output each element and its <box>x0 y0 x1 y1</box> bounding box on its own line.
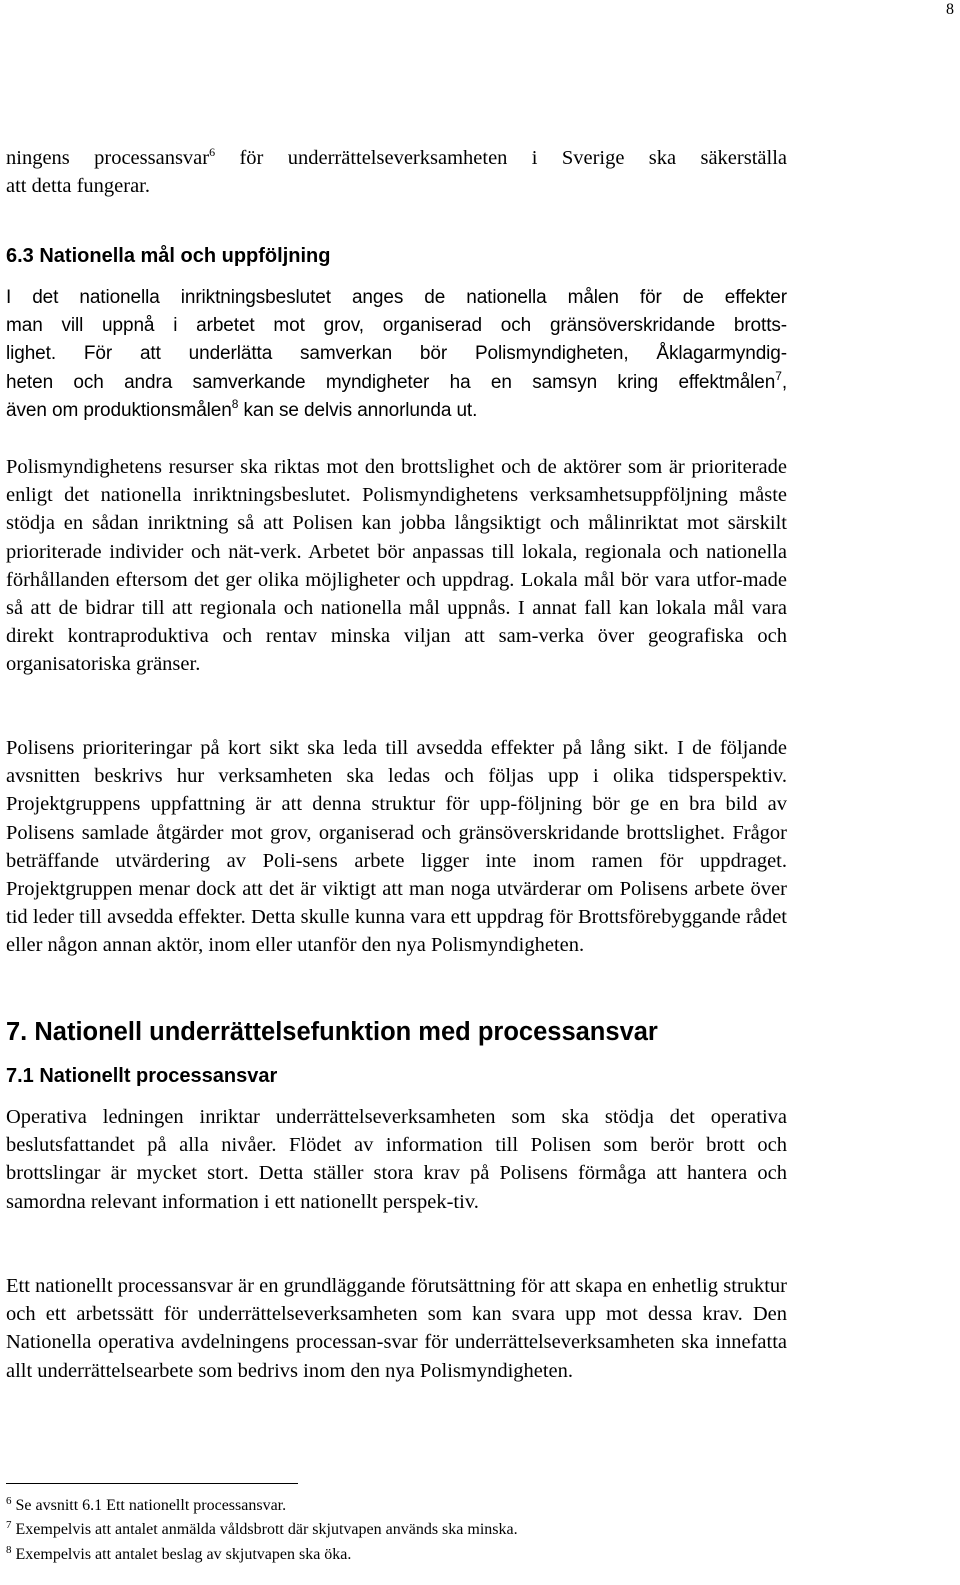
page-number: 8 <box>946 1 954 18</box>
paragraph-text: heten och andra samverkande myndigheter ha en samsyn kring effektmålen <box>6 371 776 393</box>
footnote-7 <box>6 1520 518 1540</box>
section-6-3-heading: 6.3 Nationella mål och uppföljning <box>6 245 331 267</box>
footnote-ref-8[interactable]: 8 <box>231 396 239 411</box>
section-6-3-paragraph-3: Polisens prioriteringar på kort sikt ska leda till avsedda effekter på lång sikt. I de följande avsnitten beskrivs hur verksamheten ska ledas och följas upp i olika tidsperspektiv. Projektgruppens uppfattning är att denna struktur för upp-följning bör ge en bra bild av Polisens samlade åtgärder mot grov, organiserad och gränsöverskridande brottslighet. Frågor beträffande utvärdering av Poli-sens arbete ligger inte inom ramen för uppdraget. Projektgruppen menar dock att det är viktigt att man noga utvärderar om Polisens arbete över tid leder till avsedda effekter. Detta skulle kunna vara ett uppdrag för Brottsförebyggande rådet eller någon annan aktör, inom eller utanför den nya Polismyndigheten. <box>6 737 787 957</box>
intro-line-1 <box>6 144 787 172</box>
footnote-text: Exempelvis att antalet beslag av skjutvapen ska öka. <box>11 1546 352 1563</box>
footnote-text: Exempelvis att antalet anmälda våldsbrott där skjutvapen används ska minska. <box>11 1521 518 1538</box>
footnote-number: 7 <box>6 1519 12 1531</box>
intro-text-b: för underrättelseverksamheten i Sverige ska säkerställa <box>215 147 787 169</box>
footnote-ref-6[interactable]: 6 <box>209 145 216 159</box>
intro-line-2: att detta fungerar. <box>6 175 151 198</box>
section-7-1-paragraph-2: Ett nationellt processansvar är en grundläggande förutsättning för att skapa en enhetlig struktur och ett arbetssätt för underrättelseverksamheten som kan svara upp mot dessa krav. Den Nationella operativa avdelningens processan-svar för underrättelseverksamheten ska innefatta allt underrättelsearbete som bedrivs inom den nya Polismyndigheten. <box>6 1275 787 1382</box>
paragraph-text: även om produktionsmålen <box>6 399 232 421</box>
footnote-6 <box>6 1496 286 1516</box>
intro-paragraph <box>6 144 787 200</box>
paragraph-line <box>6 369 787 397</box>
footnote-number: 6 <box>6 1495 12 1507</box>
footnote-8 <box>6 1545 351 1565</box>
paragraph-line: I det nationella inriktningsbeslutet anges de nationella målen för de effekter <box>6 287 787 308</box>
paragraph-text: kan se delvis annorlunda ut. <box>238 399 478 421</box>
footnote-number: 8 <box>6 1544 12 1556</box>
paragraph-line: man vill uppnå i arbetet mot grov, organiserad och gränsöverskridande brotts- <box>6 315 787 337</box>
footnote-ref-7[interactable]: 7 <box>775 368 782 383</box>
footnote-text: Se avsnitt 6.1 Ett nationellt processansvar. <box>11 1497 287 1514</box>
paragraph-line <box>6 397 787 425</box>
section-6-3-paragraph-1 <box>6 284 787 425</box>
paragraph-text: , <box>781 371 787 393</box>
section-7-1-heading: 7.1 Nationellt processansvar <box>6 1065 278 1087</box>
intro-text-a: ningens processansvar <box>6 147 210 169</box>
section-7-1-paragraph-1: Operativa ledningen inriktar underrättelseverksamheten som ska stödja det operativa beslutsfattandet på alla nivåer. Flödet av information till Polisen som berör brott och brottslingar är mycket stort. Detta ställer stora krav på Polisens förmåga att hantera och samordna relevant information i ett nationellt perspek-tiv. <box>6 1106 787 1213</box>
footnote-divider <box>6 1483 298 1484</box>
paragraph-line: lighet. För att underlätta samverkan bör Polismyndigheten, Åklagarmyndig- <box>6 343 787 365</box>
section-7-heading: 7. Nationell underrättelsefunktion med processansvar <box>6 1018 658 1046</box>
section-6-3-paragraph-2: Polismyndighetens resurser ska riktas mot den brottslighet och de aktörer som är prioriterade enligt det nationella inriktningsbeslutet. Polismyndighetens verksamhetsuppföljning måste stödja en sådan inriktning så att Polisen kan jobba långsiktigt och målinriktat mot särskilt prioriterade individer och nät-verk. Arbetet bör anpassas till lokala, regionala och nationella förhållanden eftersom det ger olika möjligheter och uppdrag. Lokala mål bör vara utfor-made så att de bidrar till att regionala och nationella mål uppnås. I annat fall kan lokala mål vara direkt kontraproduktiva och rentav minska viljan att sam-verka över geografiska och organisatoriska gränser. <box>6 456 787 676</box>
